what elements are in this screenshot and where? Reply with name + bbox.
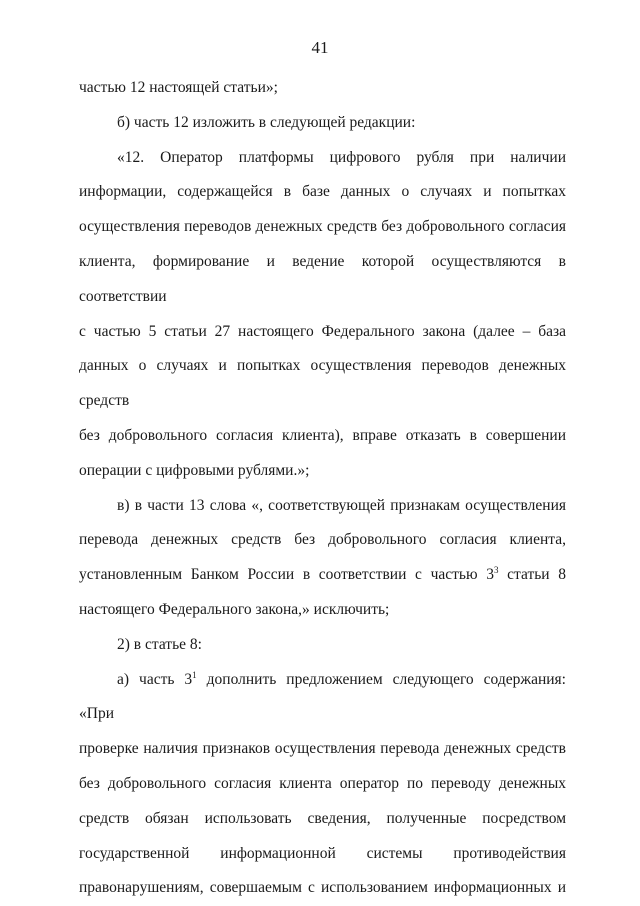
line-text: операции с цифровыми рублями.»; xyxy=(79,461,310,479)
text-line xyxy=(79,628,566,663)
text-block xyxy=(79,71,566,906)
line-text: клиента, формирование и ведение которой осуществляются в соответствии xyxy=(79,252,566,305)
text-line xyxy=(79,419,566,454)
line-text: проверке наличия признаков осуществления перевода денежных средств xyxy=(79,740,566,758)
line-text: частью 12 настоящей статьи»; xyxy=(79,79,278,96)
text-line xyxy=(79,141,566,176)
text-line xyxy=(79,767,566,802)
line-text: установленным Банком России в соответствии с частью 3 xyxy=(79,566,494,584)
text-line xyxy=(79,558,566,593)
line-text: средств обязан использовать сведения, полученные посредством xyxy=(79,809,566,827)
line-text-tail: статьи 8 xyxy=(498,566,566,584)
line-text-tail: дополнить предложением следующего содержания: «При xyxy=(79,670,566,723)
superscript: 3 xyxy=(493,565,499,576)
line-text: без добровольного согласия клиента оператор по переводу денежных xyxy=(79,774,566,792)
line-text: осуществления переводов денежных средств без добровольного согласия xyxy=(79,218,566,236)
text-line xyxy=(79,732,566,767)
line-text: настоящего Федерального закона,» исключить; xyxy=(79,600,390,618)
superscript: 1 xyxy=(192,669,197,680)
text-line xyxy=(79,593,566,628)
line-text: «12. Оператор платформы цифрового рубля при наличии xyxy=(117,148,566,166)
line-text: без добровольного согласия клиента), вправе отказать в совершении xyxy=(79,426,566,444)
line-text: информации, содержащейся в базе данных о случаях и попытках xyxy=(79,183,566,201)
line-text: в) в части 13 слова «, соответствующей признакам осуществления xyxy=(117,496,566,514)
text-line xyxy=(79,663,566,733)
line-text: а) часть 3 xyxy=(117,670,193,688)
text-line xyxy=(79,802,566,837)
text-line xyxy=(79,871,566,906)
page-number: 41 xyxy=(311,38,329,57)
text-line xyxy=(79,106,566,141)
line-text: перевода денежных средств без добровольного согласия клиента, xyxy=(79,531,566,549)
document-body xyxy=(79,71,566,906)
text-line xyxy=(79,523,566,558)
line-text: правонарушениям, совершаемым с использованием информационных и xyxy=(79,879,566,897)
line-text: государственной информационной системы противодействия xyxy=(79,844,566,862)
text-line xyxy=(79,454,566,489)
text-line xyxy=(79,489,566,524)
text-line xyxy=(79,210,566,245)
text-line xyxy=(79,315,566,350)
text-line xyxy=(79,71,566,106)
text-line xyxy=(79,837,566,872)
line-text: с частью 5 статьи 27 настоящего Федерального закона (далее – база xyxy=(79,322,566,340)
line-text: 2) в статье 8: xyxy=(117,635,202,653)
line-text: данных о случаях и попытках осуществления переводов денежных средств xyxy=(79,357,566,410)
text-line xyxy=(79,175,566,210)
text-line xyxy=(79,245,566,315)
line-text: б) часть 12 изложить в следующей редакции: xyxy=(117,113,416,131)
text-line xyxy=(79,349,566,419)
